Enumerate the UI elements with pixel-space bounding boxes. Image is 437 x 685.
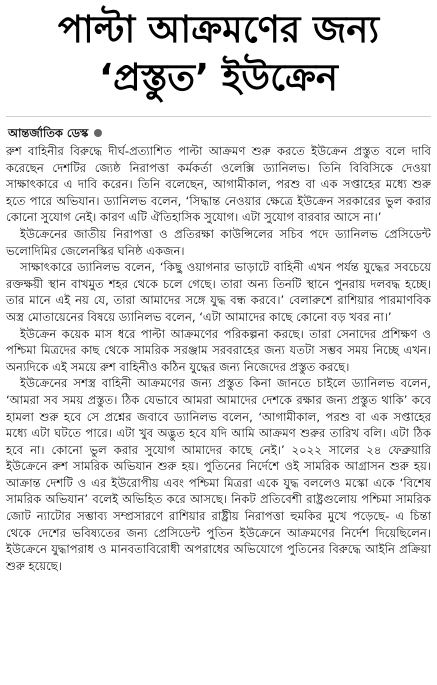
article-body: [6, 143, 431, 574]
headline-divider: [6, 116, 431, 117]
article-paragraph: রুশ বাহিনীর বিরুদ্ধে দীর্ঘ-প্রত্যাশিত পাল্টা আক্রমণ শুরু করতে ইউক্রেন প্রস্তুত বলে দাবি করেছেন দেশটির জ্যেষ্ঠ নিরাপত্তা কর্মকর্তা ওলেক্সি ড্যানিলভ। তিনি বিবিসিকে দেওয়া সাক্ষাৎকারে এ দাবি করেন। তিনি বলেছেন, আগামীকাল, পরশু বা এক সপ্তাহের মধ্যে শুরু হতে পারে অভিযান। ড্যানিলভ বলেন, ‘সিদ্ধান্ত নেওয়ার ক্ষেত্রে ইউক্রেন সরকারের ভুল করার কোনো সুযোগ নেই। কারণ এটি ঐতিহাসিক সুযোগ। এটা সুযোগ বারবার আসে না।’: [6, 144, 431, 225]
dateline: [8, 125, 431, 141]
article-paragraph: ইউক্রেন কয়েক মাস ধরে পাল্টা আক্রমণের পরিকল্পনা করছে। তারা সেনাদের প্রশিক্ষণ ও পশ্চিমা মিত্রদের কাছ থেকে সামরিক সরঞ্জাম সরবরাহের জন্য যতটা সম্ভব সময় নিচ্ছে এখন। অন্যদিকে এই সময়ে রুশ বাহিনীও কঠিন যুদ্ধের জন্য নিজেদের প্রস্তুত করছে।: [6, 326, 431, 374]
article-paragraph: ইউক্রেনের সশস্ত্র বাহিনী আক্রমণের জন্য প্রস্তুত কিনা জানতে চাইলে ড্যানিলভ বলেন, ‘আমরা সব সময় প্রস্তুত। ঠিক যেভাবে আমরা আমাদের দেশকে রক্ষার জন্য প্রস্তুত থাকি’ কবে হামলা শুরু হবে সে প্রশ্নের জবাবে ড্যানিলভ বলেন, ‘আগামীকাল, পরশু বা এক সপ্তাহের মধ্যে এটা ঘটতে পারে। এটা খুব অদ্ভুত হবে যদি আমি আক্রমণ শুরুর তারিখ বলি। এটা ঠিক হবে না। কোনো ভুল করার সুযোগ আমাদের কাছে নেই।’ ২০২২ সালের ২৪ ফেব্রুয়ারি ইউক্রেনে রুশ সামরিক অভিযান শুরু হয়। পুতিনের নির্দেশে ওই সামরিক আগ্রাসন শুরু হয়। আক্রান্ত দেশটি ও এর ইউরোপীয় এবং পশ্চিমা মিত্ররা একে যুদ্ধ বললেও মস্কো একে ‘বিশেষ সামরিক অভিযান’ বলেই অভিহিত করে আসছে। নিকট প্রতিবেশী রাষ্ট্রগুলোয় পশ্চিমা সামরিক জোট ন্যাটোর সম্ভাব্য সম্প্রসারণে রাশিয়ার রাষ্ট্রীয় নিরাপত্তা হুমকির মুখে পড়েছে- এ চিন্তা থেকে দেশের ভবিষ্যতের জন্য প্রেসিডেন্ট পুতিন ইউক্রেনে আক্রমণের নির্দেশ দিয়েছিলেন। ইউক্রেনে যুদ্ধাপরাধ ও মানবতাবিরোধী অপরাধের অভিযোগে পুতিনের বিরুদ্ধে আইনি প্রক্রিয়া শুরু হয়েছে।: [6, 376, 431, 573]
headline: [6, 0, 431, 102]
article-paragraph: সাক্ষাৎকারে ড্যানিলভ বলেন, ‘কিছু ওয়াগনার ভাড়াটে বাহিনী এখন পর্যন্ত যুদ্ধের সবচেয়ে রক্তক্ষয়ী স্থান বাখমুত শহর থেকে চলে গেছে। তারা অন্য তিনটি স্থানে পুনরায় দলবদ্ধ হচ্ছে। তার মানে এই নয় যে, তারা আমাদের সঙ্গে যুদ্ধ বন্ধ করবে।’ বেলারুশে রাশিয়ার পারমাণবিক অস্ত্র মোতায়েনের বিষয়ে ড্যানিলভ বলেন, ‘এটা আমাদের কাছে কোনো বড় খবর না।’: [6, 260, 431, 324]
article-paragraph: ইউক্রেনের জাতীয় নিরাপত্তা ও প্রতিরক্ষা কাউন্সিলের সচিব পদে ড্যানিলভ প্রেসিডেন্ট ভলোদিমির জেলেনস্কির ঘনিষ্ঠ একজন।: [6, 226, 431, 258]
headline-line-1: পাল্টা আক্রমণের জন্য: [57, 8, 380, 51]
headline-line-2: ‘প্রস্তুত’ ইউক্রেন: [99, 56, 338, 99]
bullet-icon: [94, 129, 102, 137]
dateline-label: আন্তর্জাতিক ডেস্ক: [8, 126, 89, 140]
